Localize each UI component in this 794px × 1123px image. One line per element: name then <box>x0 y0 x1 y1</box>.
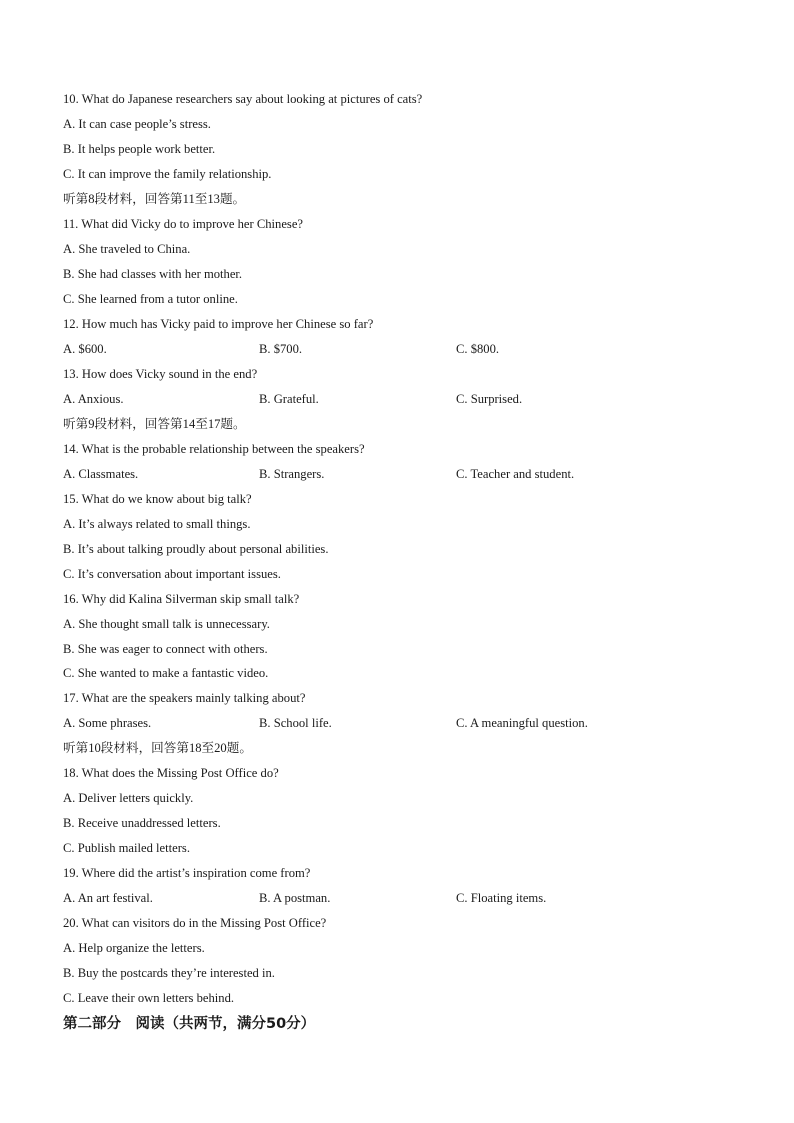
q13-option-b: B. Grateful. <box>259 392 319 406</box>
q12-option-c: C. $800. <box>456 342 500 356</box>
q17-option-b: B. School life. <box>259 716 332 730</box>
q19-option-a: A. An art festival. <box>63 891 153 905</box>
question-14: 14. What is the probable relationship between the speakers? <box>63 442 365 456</box>
instruction-passage-9: 听第9段材料，回答第14至17题。 <box>63 417 246 431</box>
q13-options-row <box>63 387 754 412</box>
q11-option-a: A. She traveled to China. <box>63 242 191 256</box>
section-heading-reading: 第二部分 阅读（共两节，满分50分） <box>63 1016 316 1032</box>
q10-option-c: C. It can improve the family relationship. <box>63 167 272 181</box>
question-12: 12. How much has Vicky paid to improve her Chinese so far? <box>63 317 374 331</box>
question-19: 19. Where did the artist’s inspiration come from? <box>63 866 311 880</box>
question-15: 15. What do we know about big talk? <box>63 492 252 506</box>
q14-options-row <box>63 462 754 487</box>
q13-option-c: C. Surprised. <box>456 392 523 406</box>
q19-options-row <box>63 886 754 911</box>
question-13: 13. How does Vicky sound in the end? <box>63 367 258 381</box>
q14-option-c: C. Teacher and student. <box>456 467 575 481</box>
q14-option-b: B. Strangers. <box>259 467 325 481</box>
q20-option-a: A. Help organize the letters. <box>63 941 205 955</box>
question-11: 11. What did Vicky do to improve her Chinese? <box>63 217 303 231</box>
q18-option-c: C. Publish mailed letters. <box>63 841 190 855</box>
q19-option-b: B. A postman. <box>259 891 331 905</box>
q17-option-c: C. A meaningful question. <box>456 716 588 730</box>
q20-option-c: C. Leave their own letters behind. <box>63 991 235 1005</box>
q10-option-b: B. It helps people work better. <box>63 142 216 156</box>
question-18: 18. What does the Missing Post Office do? <box>63 766 279 780</box>
instruction-passage-8: 听第8段材料，回答第11至13题。 <box>63 192 246 206</box>
question-16: 16. Why did Kalina Silverman skip small talk? <box>63 592 300 606</box>
q15-option-c: C. It’s conversation about important issues. <box>63 567 281 581</box>
q11-option-b: B. She had classes with her mother. <box>63 267 243 281</box>
q10-option-a: A. It can case people’s stress. <box>63 117 211 131</box>
q18-option-b: B. Receive unaddressed letters. <box>63 816 221 830</box>
q20-option-b: B. Buy the postcards they’re interested in. <box>63 966 275 980</box>
q15-option-a: A. It’s always related to small things. <box>63 517 251 531</box>
q17-option-a: A. Some phrases. <box>63 716 152 730</box>
question-17: 17. What are the speakers mainly talking about? <box>63 691 306 705</box>
question-20: 20. What can visitors do in the Missing Post Office? <box>63 916 327 930</box>
q16-option-b: B. She was eager to connect with others. <box>63 642 268 656</box>
q12-options-row <box>63 337 754 362</box>
q15-option-b: B. It’s about talking proudly about personal abilities. <box>63 542 329 556</box>
question-10: 10. What do Japanese researchers say about looking at pictures of cats? <box>63 92 423 106</box>
q12-option-a: A. $600. <box>63 342 107 356</box>
q17-options-row <box>63 711 754 736</box>
q16-option-a: A. She thought small talk is unnecessary. <box>63 617 270 631</box>
q16-option-c: C. She wanted to make a fantastic video. <box>63 666 269 680</box>
q18-option-a: A. Deliver letters quickly. <box>63 791 194 805</box>
q14-option-a: A. Classmates. <box>63 467 139 481</box>
q19-option-c: C. Floating items. <box>456 891 547 905</box>
q13-option-a: A. Anxious. <box>63 392 124 406</box>
instruction-passage-10: 听第10段材料，回答第18至20题。 <box>63 741 252 755</box>
q12-option-b: B. $700. <box>259 342 303 356</box>
q11-option-c: C. She learned from a tutor online. <box>63 292 238 306</box>
